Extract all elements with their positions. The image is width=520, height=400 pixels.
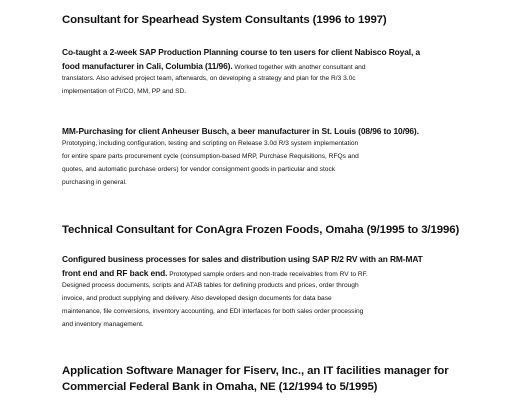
body-text: Prototyped sample orders and non-trade receivables from RV to RF.: [167, 271, 368, 278]
paragraph-line: maintenance, file conversions, inventory accounting, and EDI interfaces for both sales order processing: [62, 308, 364, 315]
paragraph-line: implementation of FI/CO, MM, PP and SD.: [62, 88, 187, 95]
paragraph-line: Designed process documents, scripts and ATAB tables for defining products and prices, order through: [62, 282, 359, 289]
section-heading: Consultant for Spearhead System Consultants (1996 to 1997): [62, 14, 387, 26]
bold-text: Configured business processes for sales and distribution using SAP R/2 RV with an RM-MAT: [62, 254, 423, 264]
paragraph-line: purchasing in general.: [62, 179, 127, 186]
paragraph-line: [62, 123, 462, 137]
section-heading: Technical Consultant for ConAgra Frozen Foods, Omaha (9/1995 to 3/1996): [62, 224, 460, 236]
job-paragraph: [62, 251, 462, 331]
paragraph-line: quotes, and automatic purchase orders) for vendor consignment goods in particular and stock: [62, 166, 336, 173]
job-paragraph: [62, 44, 462, 98]
paragraph-line: translators. Also advised project team, afterwards, on developing a strategy and plan for the R/3 3.0c: [62, 75, 356, 82]
paragraph-line: [62, 251, 462, 265]
bold-text: Co-taught a 2-week SAP Production Planning course to ten users for client Nabisco Royal, a: [62, 47, 421, 57]
body-text: Worked together with another consultant and: [232, 64, 366, 71]
paragraph-line: and inventory management.: [62, 321, 144, 328]
paragraph-line: invoice, and product supplying and delivery. Also developed design documents for data base: [62, 295, 332, 302]
paragraph-line: for entire spare parts procurement cycle (consumption-based MRP, Purchase Requisitions, RFQs and: [62, 153, 359, 160]
section-heading: Commercial Federal Bank in Omaha, NE (12/1994 to 5/1995): [62, 381, 378, 393]
paragraph-line: [62, 265, 462, 279]
paragraph-line: [62, 44, 462, 58]
job-paragraph: [62, 123, 462, 189]
bold-text: food manufacturer in Cali, Columbia (11/96).: [62, 61, 233, 71]
bold-text: front end and RF back end.: [62, 268, 168, 278]
bold-text: MM-Purchasing for client Anheuser Busch, a beer manufacturer in St. Louis (08/96 to 10/96).: [62, 126, 419, 136]
paragraph-line: [62, 58, 462, 72]
section-heading: Application Software Manager for Fiserv, Inc., an IT facilities manager for: [62, 365, 449, 377]
paragraph-line: Prototyping, including configuration, testing and scripting on Release 3.0d R/3 system implementation: [62, 140, 359, 147]
